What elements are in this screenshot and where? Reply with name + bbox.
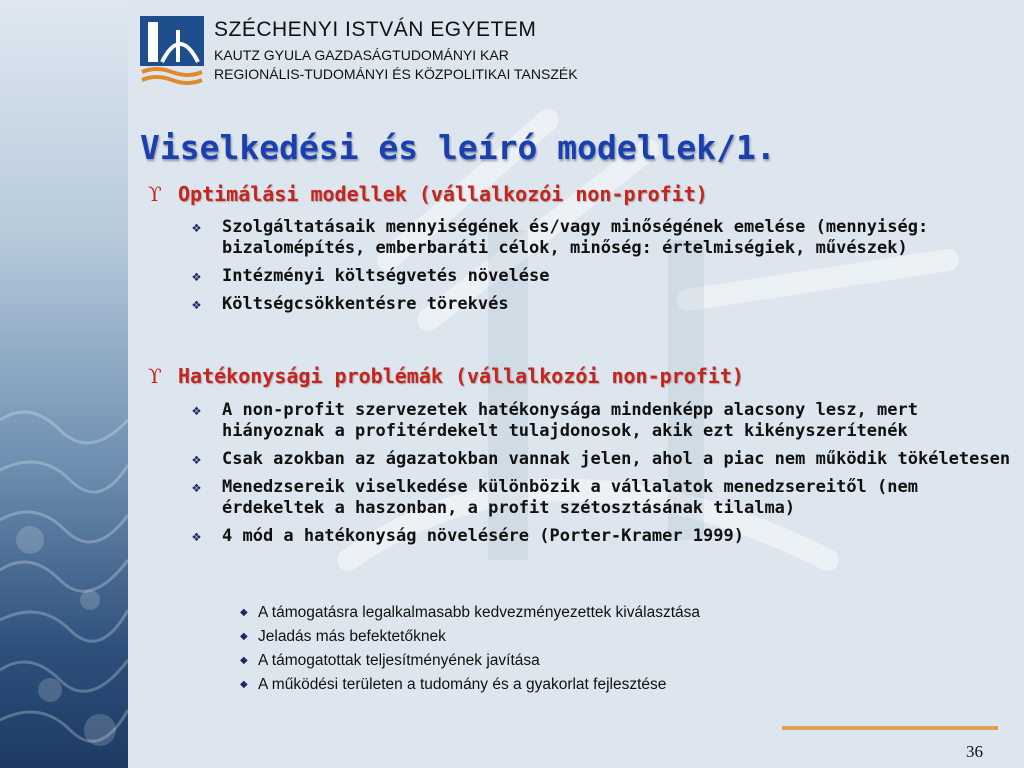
small-diamond-bullet-icon: ◆ — [240, 607, 248, 618]
small-diamond-bullet-icon: ◆ — [240, 655, 248, 666]
diamond-cross-bullet-icon: ❖ — [192, 218, 202, 236]
list-item — [192, 477, 1012, 519]
page-number: 36 — [966, 742, 983, 761]
list-item-text: A non-profit szervezetek hatékonysága mindenképp alacsony lesz, mert hiányoznak a profitérdekelt tulajdonosok, akik ezt kikényszerítenék — [222, 400, 918, 441]
list-item — [192, 400, 1012, 442]
small-diamond-bullet-icon: ◆ — [240, 679, 248, 690]
list-item-text: Csak azokban az ágazatokban vannak jelen, ahol a piac nem működik tökéletesen — [222, 449, 1011, 469]
university-logo-icon — [140, 16, 204, 88]
diamond-cross-bullet-icon: ❖ — [192, 295, 202, 313]
list-item — [240, 628, 1000, 646]
list-item-text: Jeladás más befektetőknek — [258, 628, 446, 645]
list-item — [240, 604, 1000, 622]
diamond-cross-bullet-icon: ❖ — [192, 478, 202, 496]
list-item — [192, 266, 1012, 287]
list-item — [240, 652, 1000, 670]
slide-title: Viselkedési és leíró modellek/1. — [140, 128, 776, 167]
upsilon-bullet-icon: ϒ — [148, 364, 162, 388]
list-item — [192, 217, 1012, 259]
list-item — [240, 676, 1000, 694]
diamond-cross-bullet-icon: ❖ — [192, 527, 202, 545]
decorative-left-strip — [0, 0, 128, 768]
section-heading-efficiency — [148, 364, 744, 388]
list-item-text: Menedzsereik viselkedése különbözik a vállalatok menedzsereitől (nem érdekeltek a haszonban, a profit szétosztásának tilalma) — [222, 477, 918, 518]
list-item-text: A támogatottak teljesítményének javítása — [258, 652, 540, 669]
footer-accent-line — [782, 726, 998, 730]
efficiency-subitems-list — [240, 604, 1000, 700]
department-name: REGIONÁLIS-TUDOMÁNYI ÉS KÖZPOLITIKAI TANSZÉK — [214, 66, 578, 82]
list-item — [192, 294, 1012, 315]
diamond-cross-bullet-icon: ❖ — [192, 450, 202, 468]
list-item-text: Szolgáltatásaik mennyiségének és/vagy minőségének emelése (mennyiség: bizalomépítés, emberbaráti célok, minőség: értelmiségiek, művészek) — [222, 217, 929, 258]
list-item-text: Intézményi költségvetés növelése — [222, 266, 550, 286]
list-item-text: A működési területen a tudomány és a gyakorlat fejlesztése — [258, 676, 667, 693]
water-texture-decoration — [0, 0, 128, 768]
list-item-text: Költségcsökkentésre törekvés — [222, 294, 509, 314]
faculty-name: KAUTZ GYULA GAZDASÁGTUDOMÁNYI KAR — [214, 47, 509, 63]
section-heading-text: Hatékonysági problémák (vállalkozói non-profit) — [178, 364, 744, 388]
section-heading-optimization — [148, 182, 708, 206]
university-name: SZÉCHENYI ISTVÁN EGYETEM — [214, 18, 537, 41]
list-item — [192, 449, 1012, 470]
section-heading-text: Optimálási modellek (vállalkozói non-profit) — [178, 182, 708, 206]
list-item — [192, 526, 1012, 547]
diamond-cross-bullet-icon: ❖ — [192, 267, 202, 285]
upsilon-bullet-icon: ϒ — [148, 182, 162, 206]
diamond-cross-bullet-icon: ❖ — [192, 401, 202, 419]
list-item-text: 4 mód a hatékonyság növelésére (Porter-Kramer 1999) — [222, 526, 744, 546]
small-diamond-bullet-icon: ◆ — [240, 631, 248, 642]
list-item-text: A támogatásra legalkalmasabb kedvezményezettek kiválasztása — [258, 604, 700, 621]
efficiency-items-list — [192, 400, 1012, 554]
optimization-items-list — [192, 217, 1012, 322]
